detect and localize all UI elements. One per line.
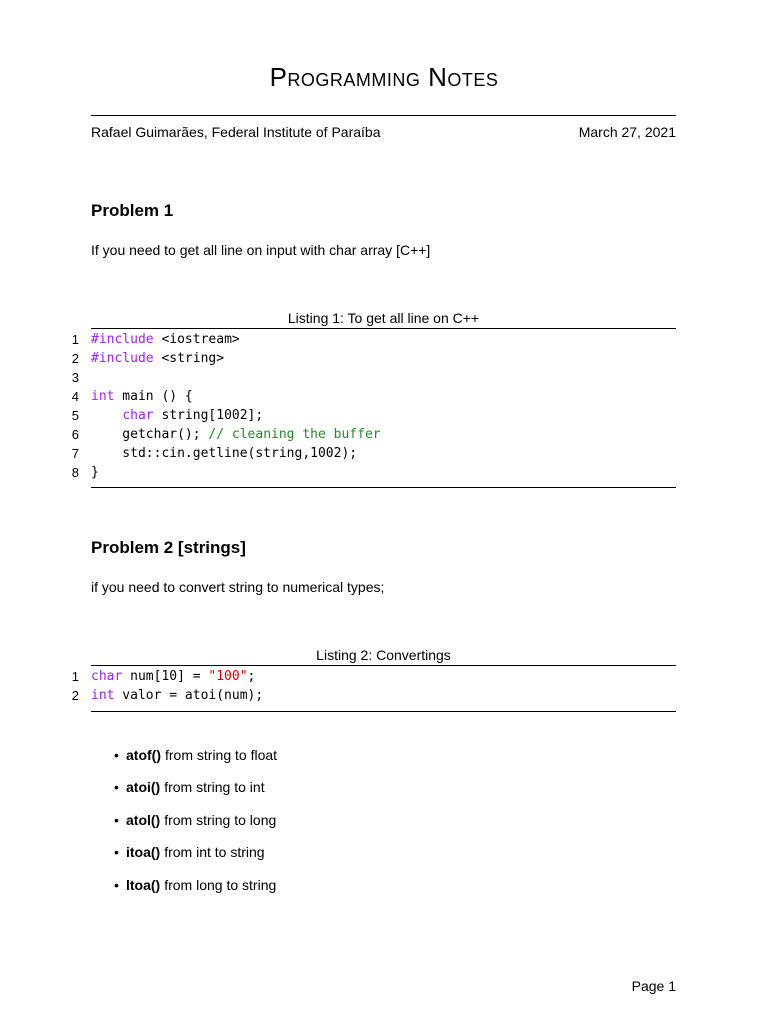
section-heading-problem-1: Problem 1 [91, 201, 174, 220]
code-token: getchar(); [91, 427, 209, 442]
code-token: valor = atoi(num); [114, 688, 264, 703]
line-number: 1 [71, 669, 79, 684]
code-token: ; [247, 669, 256, 684]
line-number: 4 [71, 389, 79, 404]
code-token: // cleaning the buffer [208, 427, 381, 442]
bullet-dot-icon: • [114, 844, 119, 861]
line-number: 5 [71, 408, 79, 423]
listing-2-top-rule [91, 665, 676, 666]
line-number: 2 [71, 351, 79, 366]
function-name: itoa() [126, 844, 161, 861]
function-description: from int to string [164, 844, 265, 861]
conversion-function-list [114, 747, 277, 909]
code-line [60, 425, 676, 444]
code-text [91, 387, 193, 406]
function-name: atoi() [126, 779, 161, 796]
section-text-problem-2: if you need to convert string to numerical types; [91, 579, 385, 595]
code-token: std::cin.getline(string,1002); [91, 446, 358, 461]
code-token: string[1002]; [153, 408, 264, 423]
code-listing-2 [60, 667, 676, 705]
function-description: from string to float [165, 747, 278, 763]
listing-1-top-rule [91, 328, 676, 329]
code-token [91, 408, 122, 423]
list-item [114, 779, 277, 811]
code-token: int [91, 688, 115, 703]
code-token: <string> [153, 351, 225, 366]
code-line [60, 463, 676, 482]
code-token: #include [91, 332, 154, 347]
code-line [60, 368, 676, 387]
line-number: 6 [71, 427, 79, 442]
code-text [91, 406, 263, 425]
code-text [91, 444, 357, 463]
line-number: 1 [71, 332, 79, 347]
code-line [60, 387, 676, 406]
code-token: main () { [114, 389, 193, 404]
line-number: 3 [71, 370, 79, 385]
code-token: "100" [208, 669, 248, 684]
code-line [60, 349, 676, 368]
code-token: int [91, 389, 115, 404]
function-name: atol() [126, 811, 161, 828]
page-number: Page 1 [631, 978, 676, 994]
code-text [91, 686, 263, 705]
bullet-dot-icon: • [114, 876, 119, 893]
bullet-dot-icon: • [114, 779, 119, 796]
code-text [91, 463, 99, 482]
list-item [114, 812, 277, 844]
listing-1-caption: Listing 1: To get all line on C++ [287, 310, 480, 326]
code-line [60, 686, 676, 705]
code-text [91, 349, 224, 368]
code-token: <iostream> [153, 332, 240, 347]
page-title: Programming Notes [269, 62, 499, 92]
function-name: ltoa() [126, 876, 161, 893]
function-name: atof() [126, 747, 161, 763]
code-token: char [122, 408, 154, 423]
code-text [91, 667, 255, 686]
code-token: } [91, 465, 99, 480]
list-item [114, 747, 277, 779]
listing-2-bottom-rule [91, 711, 676, 712]
code-line [60, 406, 676, 425]
function-description: from string to long [164, 811, 277, 828]
code-token: #include [91, 351, 154, 366]
code-line [60, 330, 676, 349]
code-line [60, 444, 676, 463]
bullet-dot-icon: • [114, 747, 119, 763]
code-listing-1 [60, 330, 676, 482]
function-description: from long to string [164, 876, 277, 893]
author-line: Rafael Guimarães, Federal Institute of Paraíba [91, 124, 381, 140]
code-line [60, 667, 676, 686]
line-number: 2 [71, 688, 79, 703]
code-token: num[10] = [122, 669, 209, 684]
listing-1-bottom-rule [91, 487, 676, 488]
code-text [91, 425, 381, 444]
header-rule [91, 115, 676, 116]
bullet-dot-icon: • [114, 811, 119, 828]
code-text [91, 330, 240, 349]
line-number: 7 [71, 446, 79, 461]
section-text-problem-1: If you need to get all line on input with char array [C++] [91, 242, 431, 258]
function-description: from string to int [164, 779, 265, 796]
listing-2-caption: Listing 2: Convertings [316, 647, 451, 663]
section-heading-problem-2: Problem 2 [strings] [91, 538, 246, 557]
code-token: char [91, 669, 123, 684]
list-item [114, 877, 277, 909]
list-item [114, 844, 277, 876]
date-line: March 27, 2021 [578, 124, 676, 140]
line-number: 8 [71, 465, 79, 480]
